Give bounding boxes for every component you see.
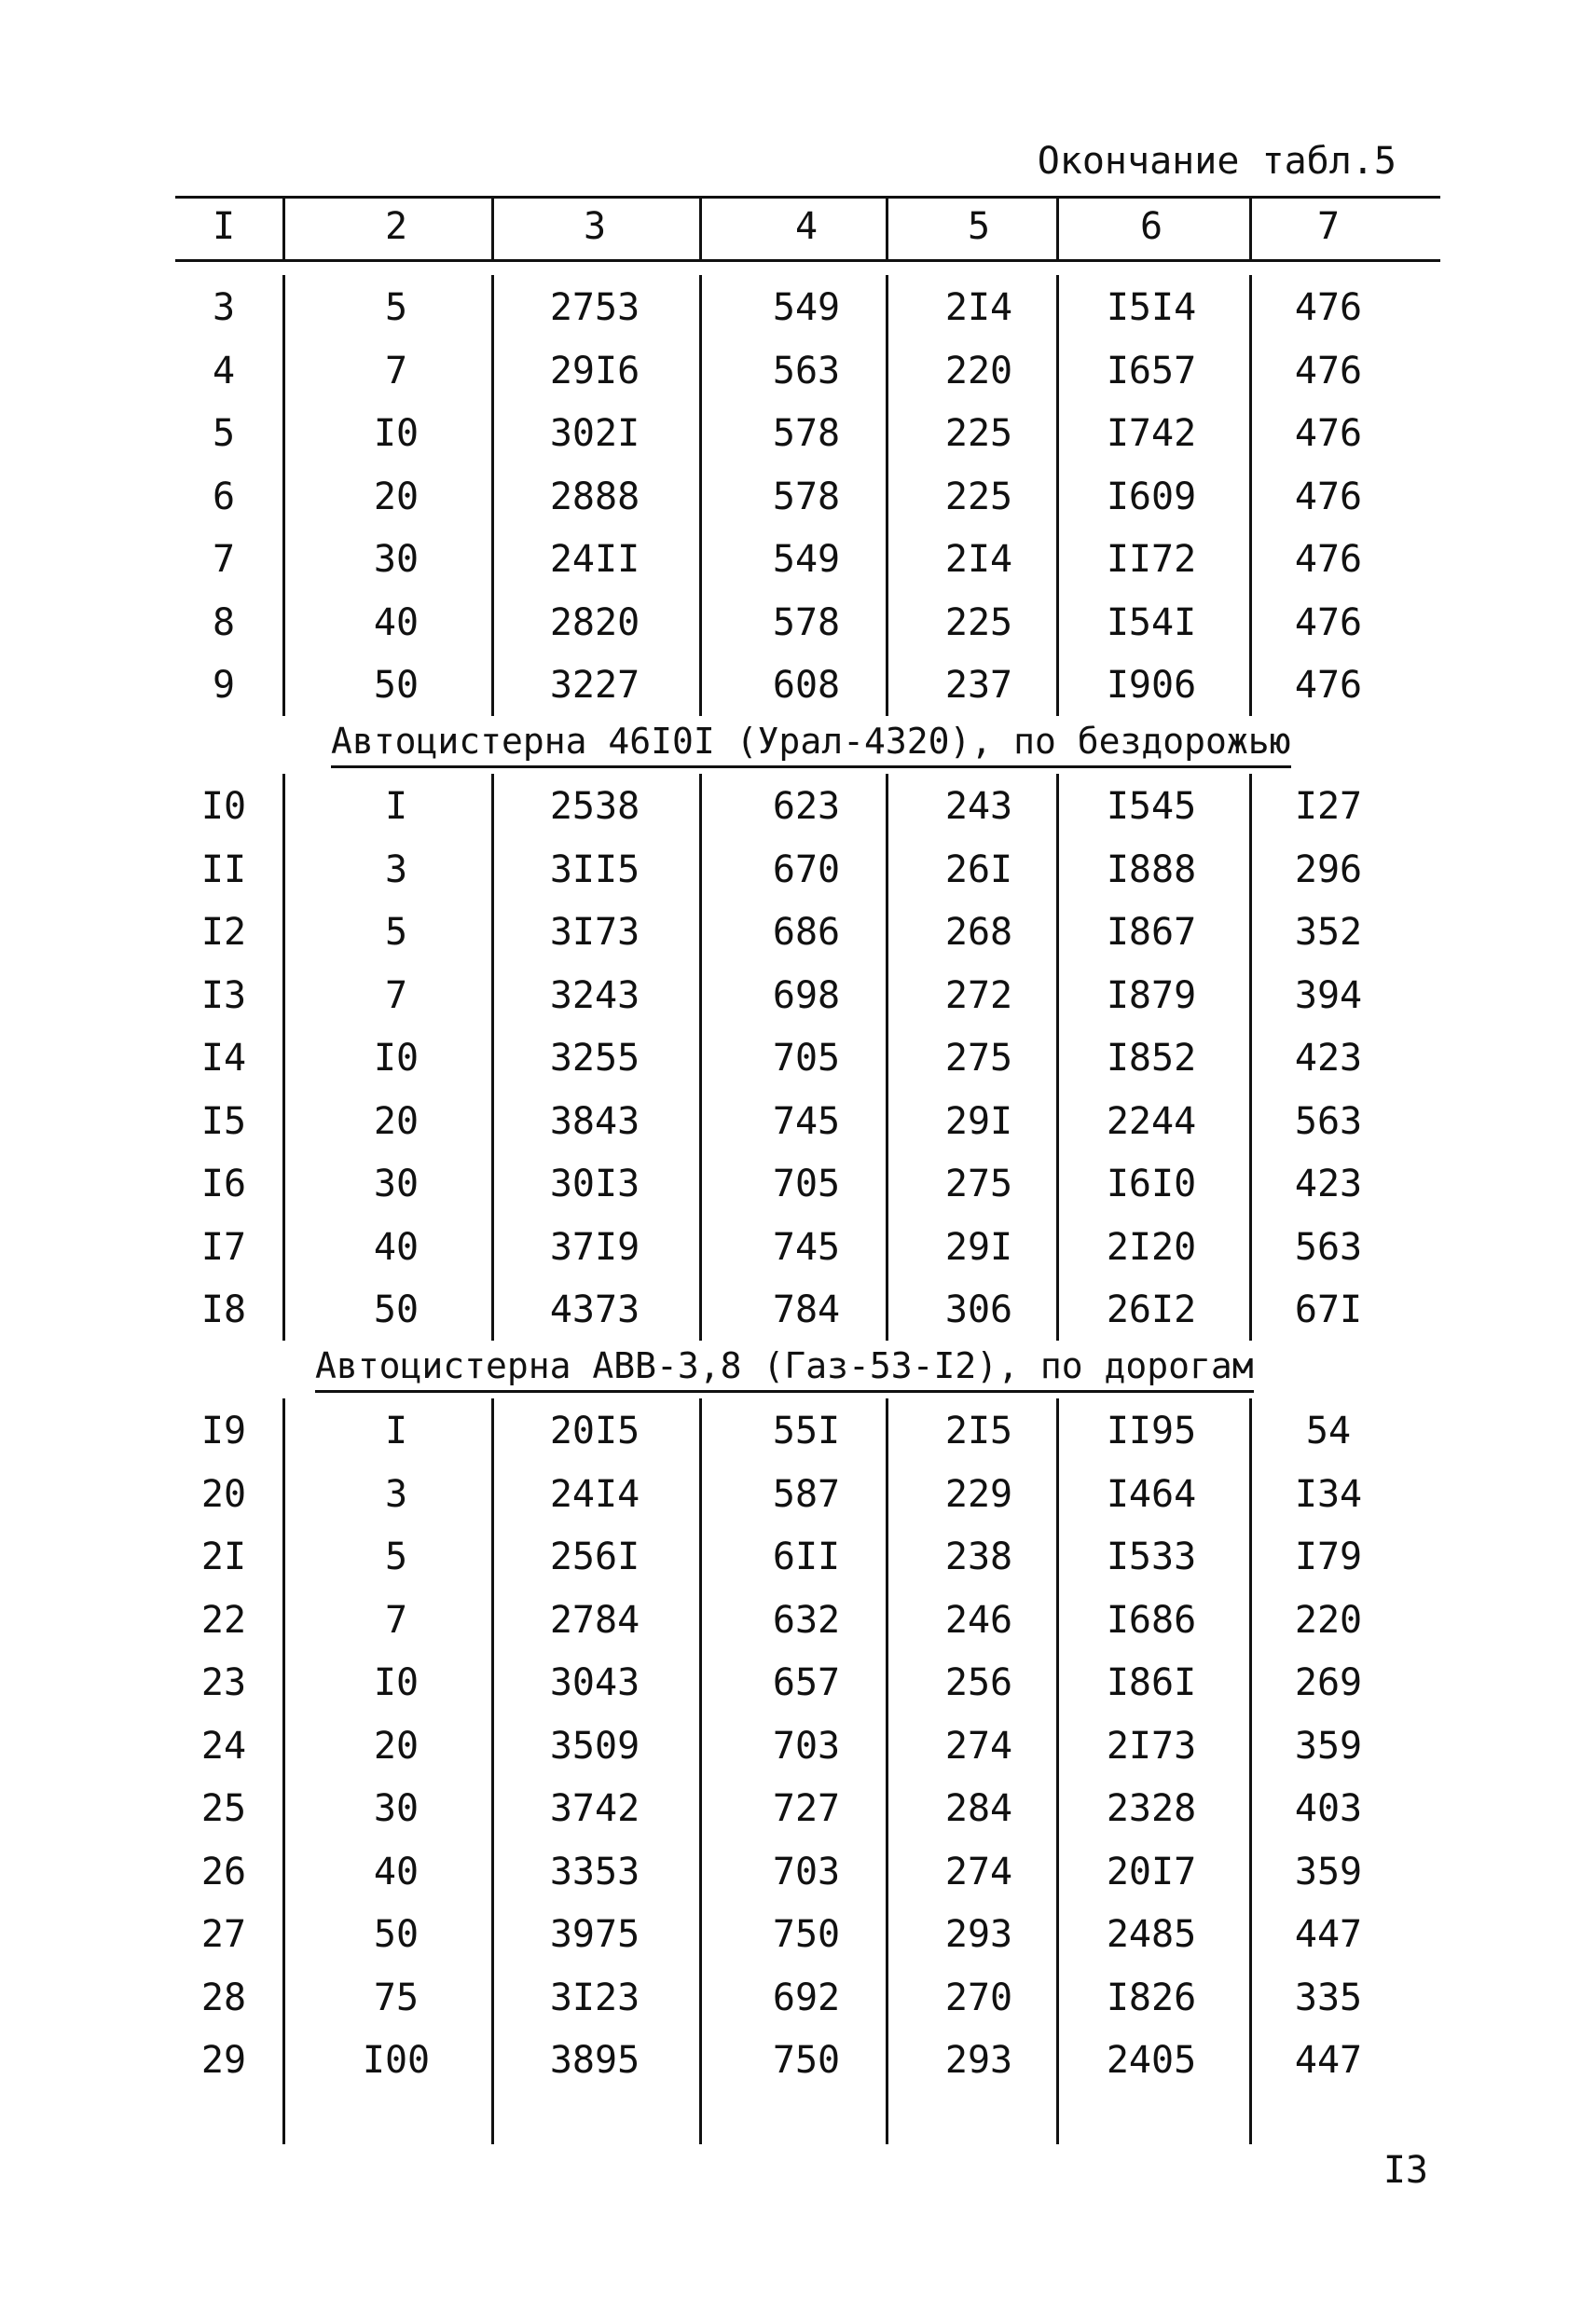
- table-cell: 22: [200, 1598, 247, 1642]
- table-cell: 29I: [944, 1099, 1013, 1143]
- table-cell: 55I: [772, 1410, 841, 1453]
- table-cell: 3II5: [549, 847, 640, 891]
- table-cell: 26I2: [1106, 1288, 1197, 1331]
- table-cell: I7: [200, 1225, 247, 1269]
- table-cell: 686: [772, 911, 841, 954]
- table-cell: 6II: [772, 1535, 841, 1578]
- table-cell: I54I: [1106, 600, 1197, 644]
- table-cell: 54: [1305, 1410, 1352, 1453]
- table-cell: 476: [1294, 538, 1363, 581]
- table-cell: I5I4: [1106, 286, 1197, 329]
- table-caption: Окончание табл.5: [1037, 140, 1396, 183]
- table-cell: I79: [1294, 1535, 1363, 1578]
- table-cell: 403: [1294, 1787, 1363, 1830]
- table-cell: 476: [1294, 475, 1363, 518]
- table-cell: I0: [373, 412, 420, 455]
- table-cell: 3243: [549, 973, 640, 1017]
- header-cell: 5: [967, 205, 991, 248]
- section-title-underline: [315, 1390, 1254, 1393]
- table-cell: I742: [1106, 412, 1197, 455]
- table-cell: 275: [944, 1037, 1013, 1080]
- header-cell: 3: [583, 205, 607, 248]
- table-cell: 225: [944, 412, 1013, 455]
- table-cell: 7: [384, 349, 408, 392]
- table-cell: 3509: [549, 1724, 640, 1768]
- table-cell: 40: [373, 1225, 420, 1269]
- table-cell: 632: [772, 1598, 841, 1642]
- table-cell: I867: [1106, 911, 1197, 954]
- table-cell: 28: [200, 1976, 247, 2019]
- column-divider-3: [699, 275, 702, 716]
- table-cell: 306: [944, 1288, 1013, 1331]
- table-cell: 37I9: [549, 1225, 640, 1269]
- table-cell: 549: [772, 538, 841, 581]
- column-divider-1: [282, 774, 285, 1341]
- table-cell: 3043: [549, 1661, 640, 1704]
- table-cell: 272: [944, 973, 1013, 1017]
- table-cell: 476: [1294, 664, 1363, 707]
- table-cell: 705: [772, 1037, 841, 1080]
- table-cell: 30: [373, 1787, 420, 1830]
- table-cell: 352: [1294, 911, 1363, 954]
- section-title-text: Автоцистерна АВВ-3,8 (Газ-53-I2), по дорогам: [315, 1345, 1254, 1386]
- header-cell: 4: [794, 205, 819, 248]
- table-cell: I686: [1106, 1598, 1197, 1642]
- column-divider-4: [886, 774, 888, 1341]
- table-cell: 293: [944, 2039, 1013, 2082]
- table-cell: I0: [373, 1661, 420, 1704]
- table-cell: 2I4: [944, 286, 1013, 329]
- table-cell: I: [384, 1410, 408, 1453]
- column-divider-3: [699, 1398, 702, 2144]
- table-cell: 745: [772, 1099, 841, 1143]
- table-cell: I5: [200, 1099, 247, 1143]
- table-cell: II72: [1106, 538, 1197, 581]
- table-cell: 3: [212, 286, 236, 329]
- table-cell: 40: [373, 1850, 420, 1893]
- table-cell: 2I5: [944, 1410, 1013, 1453]
- table-cell: 274: [944, 1850, 1013, 1893]
- table-cell: I906: [1106, 664, 1197, 707]
- table-cell: 20: [200, 1472, 247, 1516]
- table-cell: 220: [1294, 1598, 1363, 1642]
- table-cell: I0: [200, 785, 247, 828]
- table-cell: 6: [212, 475, 236, 518]
- table-cell: 394: [1294, 973, 1363, 1017]
- table-cell: 238: [944, 1535, 1013, 1578]
- header-cell: 7: [1316, 205, 1341, 248]
- table-cell: 3255: [549, 1037, 640, 1080]
- table-cell: I852: [1106, 1037, 1197, 1080]
- table-cell: 750: [772, 1913, 841, 1956]
- table-cell: I86I: [1106, 1661, 1197, 1704]
- table-cell: 23: [200, 1661, 247, 1704]
- table-cell: 27: [200, 1913, 247, 1956]
- table-cell: I: [384, 785, 408, 828]
- table-cell: 246: [944, 1598, 1013, 1642]
- table-cell: 476: [1294, 349, 1363, 392]
- table-cell: 50: [373, 1288, 420, 1331]
- column-divider-6: [1249, 774, 1252, 1341]
- table-cell: 24: [200, 1724, 247, 1768]
- table-cell: 2784: [549, 1598, 640, 1642]
- table-cell: 670: [772, 847, 841, 891]
- table-cell: 692: [772, 1976, 841, 2019]
- table-cell: 293: [944, 1913, 1013, 1956]
- table-cell: I464: [1106, 1472, 1197, 1516]
- table-cell: 7: [384, 973, 408, 1017]
- table-cell: 50: [373, 664, 420, 707]
- table-cell: 2888: [549, 475, 640, 518]
- column-divider-2: [491, 774, 494, 1341]
- table-cell: 302I: [549, 412, 640, 455]
- table-cell: 243: [944, 785, 1013, 828]
- column-divider-6: [1249, 275, 1252, 716]
- table-cell: 268: [944, 911, 1013, 954]
- table-cell: I826: [1106, 1976, 1197, 2019]
- table-cell: I6I0: [1106, 1163, 1197, 1205]
- table-cell: 578: [772, 475, 841, 518]
- table-cell: 623: [772, 785, 841, 828]
- table-cell: I879: [1106, 973, 1197, 1017]
- table-cell: 5: [212, 412, 236, 455]
- table-cell: 2328: [1106, 1787, 1197, 1830]
- table-cell: 8: [212, 600, 236, 644]
- table-cell: 20I7: [1106, 1850, 1197, 1893]
- table-cell: 698: [772, 973, 841, 1017]
- table-cell: 24II: [549, 538, 640, 581]
- header-column-divider-1: [282, 196, 285, 261]
- table-cell: I2: [200, 911, 247, 954]
- table-cell: 563: [1294, 1225, 1363, 1269]
- table-cell: I27: [1294, 785, 1363, 828]
- table-cell: 256I: [549, 1535, 640, 1578]
- table-cell: 2I20: [1106, 1225, 1197, 1269]
- table-cell: 9: [212, 664, 236, 707]
- table-cell: II95: [1106, 1410, 1197, 1453]
- table-cell: 335: [1294, 1976, 1363, 2019]
- table-cell: 2I: [200, 1535, 247, 1578]
- table-cell: 237: [944, 664, 1013, 707]
- table-cell: I545: [1106, 785, 1197, 828]
- table-cell: 476: [1294, 412, 1363, 455]
- table-cell: 2I73: [1106, 1724, 1197, 1768]
- table-cell: 3I73: [549, 911, 640, 954]
- table-cell: 296: [1294, 847, 1363, 891]
- table-cell: 269: [1294, 1661, 1363, 1704]
- table-cell: 3895: [549, 2039, 640, 2082]
- table-cell: 703: [772, 1724, 841, 1768]
- table-cell: 3353: [549, 1850, 640, 1893]
- table-cell: I888: [1106, 847, 1197, 891]
- table-cell: 2820: [549, 600, 640, 644]
- table-cell: 24I4: [549, 1472, 640, 1516]
- table-cell: I0: [373, 1037, 420, 1080]
- table-cell: 30: [373, 538, 420, 581]
- column-divider-6: [1249, 1398, 1252, 2144]
- table-cell: 20: [373, 475, 420, 518]
- table-cell: 270: [944, 1976, 1013, 2019]
- table-cell: 476: [1294, 286, 1363, 329]
- header-column-divider-2: [491, 196, 494, 261]
- table-cell: 4: [212, 349, 236, 392]
- table-cell: 608: [772, 664, 841, 707]
- table-cell: 4373: [549, 1288, 640, 1331]
- table-cell: 549: [772, 286, 841, 329]
- table-cell: II: [200, 847, 247, 891]
- table-cell: 705: [772, 1163, 841, 1205]
- table-cell: 225: [944, 475, 1013, 518]
- table-cell: 745: [772, 1225, 841, 1269]
- section-title: [315, 1342, 1254, 1389]
- table-cell: 2753: [549, 286, 640, 329]
- table-cell: I533: [1106, 1535, 1197, 1578]
- table-cell: 225: [944, 600, 1013, 644]
- table-cell: 67I: [1294, 1288, 1363, 1331]
- table-cell: 2244: [1106, 1099, 1197, 1143]
- column-divider-2: [491, 275, 494, 716]
- table-cell: 587: [772, 1472, 841, 1516]
- table-cell: 750: [772, 2039, 841, 2082]
- table-cell: I9: [200, 1410, 247, 1453]
- table-cell: 40: [373, 600, 420, 644]
- table-cell: 7: [212, 538, 236, 581]
- table-cell: 423: [1294, 1037, 1363, 1080]
- table-cell: 2538: [549, 785, 640, 828]
- column-divider-1: [282, 275, 285, 716]
- section-title: [331, 718, 1291, 764]
- section-title-underline: [331, 765, 1291, 768]
- header-column-divider-6: [1249, 196, 1252, 261]
- page-number: I3: [1383, 2149, 1428, 2192]
- header-cell: 6: [1139, 205, 1163, 248]
- table-cell: 423: [1294, 1163, 1363, 1205]
- table-cell: I34: [1294, 1472, 1363, 1516]
- table-cell: I657: [1106, 349, 1197, 392]
- table-cell: 3: [384, 847, 408, 891]
- table-cell: 7: [384, 1598, 408, 1642]
- table-cell: 578: [772, 600, 841, 644]
- table-cell: 25: [200, 1787, 247, 1830]
- column-divider-4: [886, 1398, 888, 2144]
- table-cell: 703: [772, 1850, 841, 1893]
- table-cell: 229: [944, 1472, 1013, 1516]
- table-cell: 359: [1294, 1724, 1363, 1768]
- table-cell: 5: [384, 1535, 408, 1578]
- column-divider-4: [886, 275, 888, 716]
- table-cell: 563: [1294, 1099, 1363, 1143]
- table-cell: 274: [944, 1724, 1013, 1768]
- table-cell: 2405: [1106, 2039, 1197, 2082]
- column-divider-3: [699, 774, 702, 1341]
- table-cell: 5: [384, 911, 408, 954]
- table-cell: 578: [772, 412, 841, 455]
- table-cell: 3I23: [549, 1976, 640, 2019]
- table-cell: 3975: [549, 1913, 640, 1956]
- table-cell: 727: [772, 1787, 841, 1830]
- table-cell: 447: [1294, 2039, 1363, 2082]
- table-cell: 29I6: [549, 349, 640, 392]
- table-cell: 3742: [549, 1787, 640, 1830]
- column-divider-5: [1056, 275, 1059, 716]
- table-cell: I3: [200, 973, 247, 1017]
- table-cell: 26I: [944, 847, 1013, 891]
- section-title-text: Автоцистерна 46I0I (Урал-4320), по бездорожью: [331, 721, 1291, 762]
- table-cell: 657: [772, 1661, 841, 1704]
- table-cell: 2I4: [944, 538, 1013, 581]
- table-cell: 563: [772, 349, 841, 392]
- table-cell: 75: [373, 1976, 420, 2019]
- table-cell: 26: [200, 1850, 247, 1893]
- table-cell: I6: [200, 1163, 247, 1205]
- table-cell: 30I3: [549, 1163, 640, 1205]
- table-cell: I4: [200, 1037, 247, 1080]
- table-cell: 50: [373, 1913, 420, 1956]
- table-cell: 784: [772, 1288, 841, 1331]
- column-divider-5: [1056, 1398, 1059, 2144]
- table-cell: 30: [373, 1163, 420, 1205]
- table-cell: 359: [1294, 1850, 1363, 1893]
- header-cell: 2: [384, 205, 408, 248]
- table-cell: 2485: [1106, 1913, 1197, 1956]
- table-cell: I8: [200, 1288, 247, 1331]
- header-column-divider-3: [699, 196, 702, 261]
- table-cell: 20: [373, 1099, 420, 1143]
- table-cell: 284: [944, 1787, 1013, 1830]
- table-cell: 29: [200, 2039, 247, 2082]
- header-column-divider-4: [886, 196, 888, 261]
- table-cell: 220: [944, 349, 1013, 392]
- header-column-divider-5: [1056, 196, 1059, 261]
- table-cell: I609: [1106, 475, 1197, 518]
- table-cell: 3843: [549, 1099, 640, 1143]
- header-cell: I: [212, 205, 236, 248]
- table-cell: 5: [384, 286, 408, 329]
- table-cell: 3227: [549, 664, 640, 707]
- column-divider-2: [491, 1398, 494, 2144]
- table-cell: 3: [384, 1472, 408, 1516]
- table-cell: 29I: [944, 1225, 1013, 1269]
- table-cell: 275: [944, 1163, 1013, 1205]
- table-cell: 256: [944, 1661, 1013, 1704]
- table-cell: 447: [1294, 1913, 1363, 1956]
- column-divider-1: [282, 1398, 285, 2144]
- table-cell: 476: [1294, 600, 1363, 644]
- column-divider-5: [1056, 774, 1059, 1341]
- table-cell: 20: [373, 1724, 420, 1768]
- table-cell: 20I5: [549, 1410, 640, 1453]
- table-cell: I00: [362, 2039, 431, 2082]
